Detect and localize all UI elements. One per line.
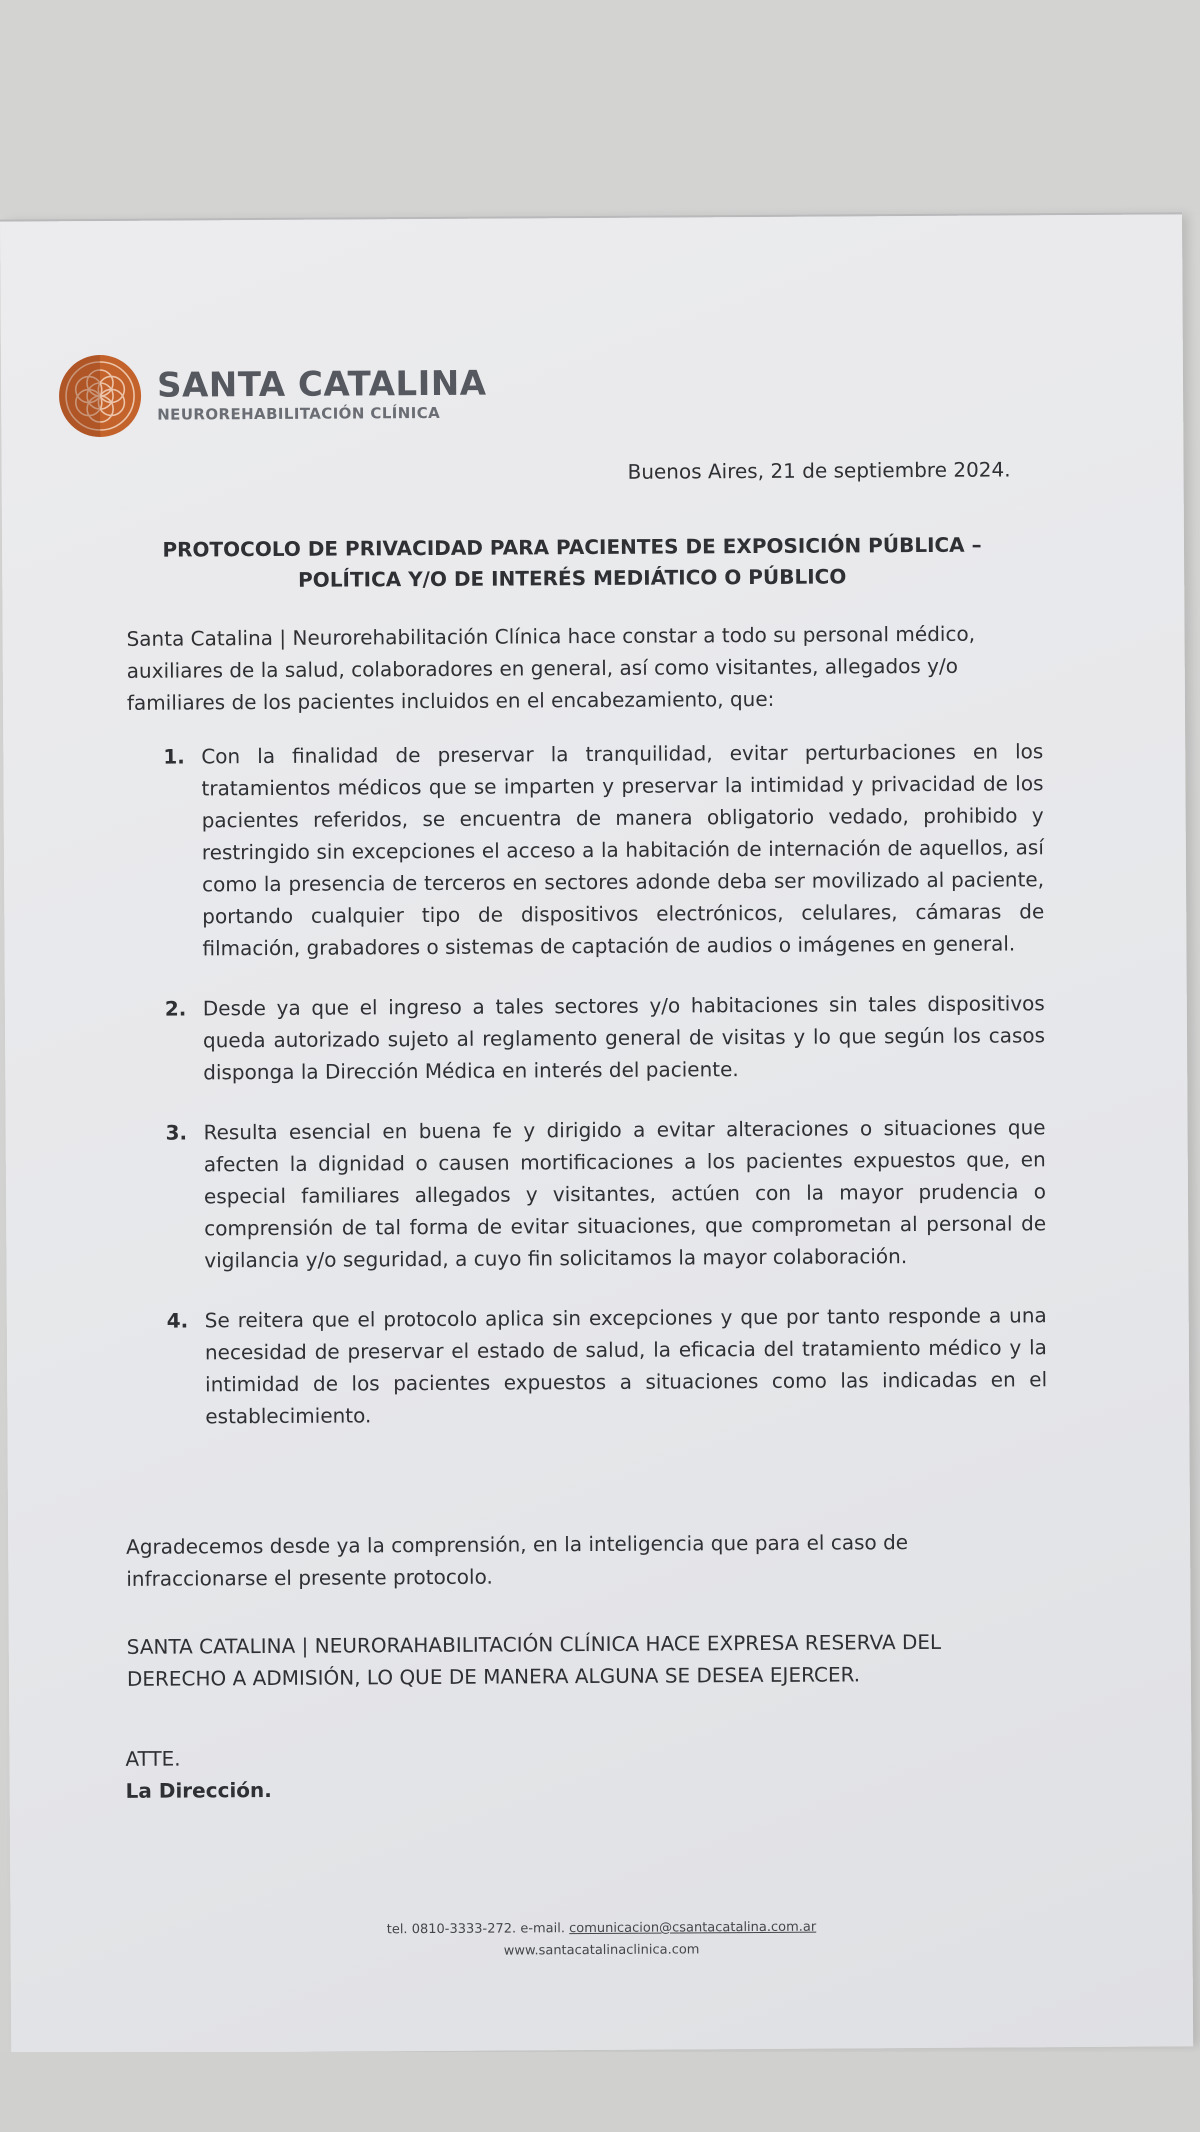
item-number: 2. [164,996,187,1021]
document-footer [10,1914,1192,1965]
flower-of-life-icon [57,353,144,440]
clinic-name: SANTA CATALINA [156,363,487,406]
document-date: Buenos Aires, 21 de septiembre 2024. [627,457,1011,484]
list-item [165,1111,1046,1276]
item-text: Con la finalidad de preservar la tranquilidad, evitar perturbaciones en los tratamientos médicos que se imparten y preservar la intimidad y privacidad de los pacientes referidos, se encuentra de manera obligatorio vedado, prohibido y restringido sin excepciones el acceso a la habitación de internación de aquellos, así como la presencia de terceros en sectores adonde deba ser movilizado al paciente, portando cualquier tipo de dispositivos electrónicos, celulares, cámaras de filmación, grabadores o sistemas de captación de audios o imágenes en general. [201,739,1045,961]
background-top [0,0,1200,215]
closing-paragraph: Agradecemos desde ya la comprensión, en la inteligencia que para el caso de infraccionarse el presente protocolo. [126,1530,909,1591]
item-number: 3. [165,1120,188,1145]
email-link[interactable]: comunicacion@csantacatalina.com.ar [569,1919,817,1937]
list-item [167,1299,1048,1432]
website-link[interactable]: www.santacatalinaclinica.com [503,1942,700,1959]
item-text: Se reitera que el protocolo aplica sin excepciones y que por tanto responde a una necesidad de preservar el estado de salud, la eficacia del tratamiento médico y la intimidad de los pacientes expuestos a situaciones como las indicadas en el establecimiento. [204,1303,1048,1429]
reserve-notice: SANTA CATALINA | NEURORAHABILITACIÓN CLÍNICA HACE EXPRESA RESERVA DEL DERECHO A ADMISIÓN, LO QUE DE MANERA ALGUNA SE DESEA EJERCER. [126,1629,942,1691]
background-bottom [0,2052,1200,2132]
title-line-1: PROTOCOLO DE PRIVACIDAD PARA PACIENTES DE EXPOSICIÓN PÚBLICA – [162,532,982,562]
signature: La Dirección. [125,1777,272,1803]
list-item [163,735,1044,964]
item-number: 1. [163,744,185,769]
intro-paragraph: Santa Catalina | Neurorehabilitación Clínica hace constar a todo su personal médico, auxiliares de la salud, colaboradores en general, así como visitantes, allegados y/o familiares de los pacientes incluidos en el encabezamiento, que: [126,621,976,715]
sign-off: ATTE. [125,1746,181,1771]
document-page [0,214,1193,2053]
title-line-2: POLÍTICA Y/O DE INTERÉS MEDIÁTICO O PÚBLICO [298,564,847,592]
item-text: Desde ya que el ingreso a tales sectores y/o habitaciones sin tales dispositivos queda autorizado sujeto al reglamento general de visitas y lo que según los casos disponga la Dirección Médica en interés del paciente. [202,991,1046,1085]
clinic-subtitle: NEUROREHABILITACIÓN CLÍNICA [157,403,441,424]
document-title [142,529,1002,596]
item-text: Resulta esencial en buena fe y dirigido a evitar alteraciones o situaciones que afecten la dignidad o causen mortificaciones a los pacientes expuestos que, en especial familiares allegados y visitantes, actúen con la mayor prudencia o comprensión de tal forma de evitar situaciones, que comprometan al personal de vigilancia y/o seguridad, a cuyo fin solicitamos la mayor colaboración. [203,1115,1047,1273]
item-number: 4. [166,1308,189,1333]
list-item [165,987,1046,1088]
phone-text: tel. 0810-3333-272. [386,1921,517,1938]
protocol-list [163,735,1047,1460]
clinic-logo [57,351,487,440]
email-label: e-mail. [520,1921,566,1937]
